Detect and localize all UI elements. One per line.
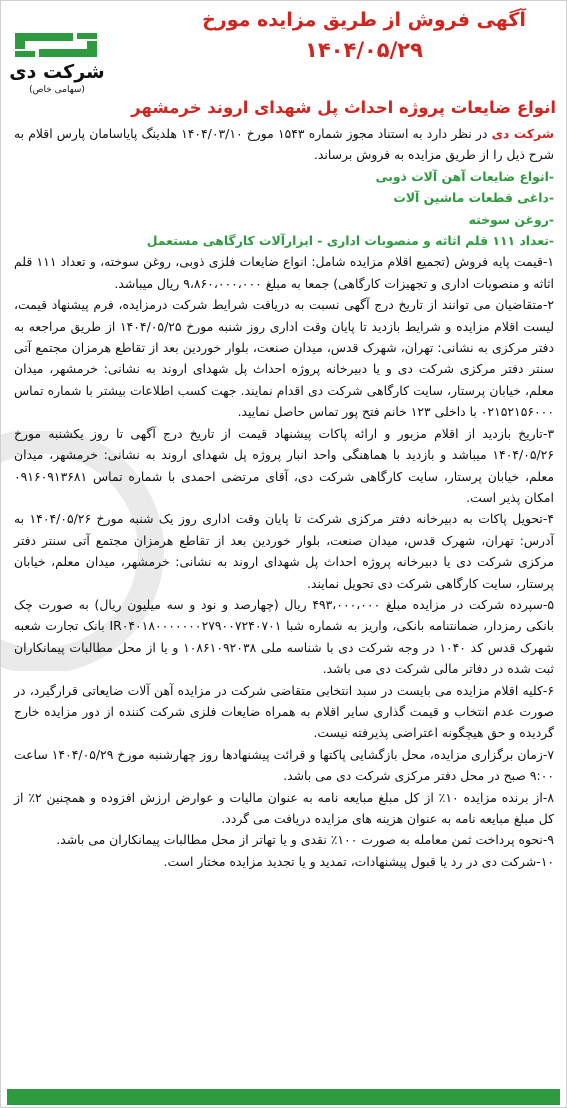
list-item: -داغی قطعات ماشین آلات (393, 190, 554, 206)
clause-4: ۴-تحویل پاکات به دبیرخانه دفتر مرکزی شرکت تا پایان وقت اداری روز یک شنبه مورخ ۱۴۰۴/۰۵/۲۶ به آدرس: تهران، شهرک قدس، میدان صنعت، بلوار خوردین بعد از تقاطع هرمزان مجتمع آتی سنتر دفتر مرکزی شرکت دی یا دبیرخانه پروژه احداث پل شهدای اروند به نشانی: خرمشهر، میدان معلم، خیابان پرستار، سایت کارگاهی شرکت دی تحویل نمایند. (14, 511, 555, 591)
company-logo-icon (13, 31, 99, 59)
intro-paragraph (14, 123, 554, 166)
company-name: شرکت دی (9, 61, 105, 83)
intro-text: در نظر دارد به استناد مجوز شماره ۱۵۴۳ مورخ ۱۴۰۴/۰۳/۱۰ هلدینگ پایاسامان پارس اقلام به شرح ذیل را از طریق مزایده به فروش برساند. (14, 126, 554, 163)
clause-8: ۸-از برنده مزایده ۱۰٪ از کل مبلغ مبایعه نامه به عنوان مالیات و عوارض ارزش افزوده و همچنین ۲٪ از کل مبلغ مبایعه نامه به عنوان هزینه های مزایده دریافت می گردد. (14, 789, 554, 826)
company-type: (سهامی خاص) (29, 85, 85, 95)
clause-1: ۱-قیمت پایه فروش (تجمیع اقلام مزایده شامل: انواع ضایعات فلزی ذوبی، روغن سوخته، و تعداد ۱۱۱ قلم اثاثه و منصوبات اداری و تجهیزات کارگاهی) جمعا به مبلغ ۹،۸۶۰،۰۰۰،۰۰۰ ریال میباشد. (14, 254, 554, 291)
auction-date: ۱۴۰۴/۰۵/۲۹ (305, 38, 423, 62)
clause-3: ۳-تاریخ بازدید از اقلام مزبور و ارائه پاکات پیشنهاد قیمت از تاریخ درج آگهی تا روز یکشنبه مورخ ۱۴۰۴/۰۵/۲۶ میباشد و بازدید با هماهنگی واحد انبار پروژه پل شهدای اروند به نشانی: خرمشهر، میدان معلم، خیابان پرستار، سایت کارگاهی شرکت دی، آقای مرتضی احمدی با شماره تماس ۰۹۱۶۰۹۱۳۶۸۱ امکان پذیر است. (14, 425, 554, 505)
clause-6: ۶-کلیه اقلام مزایده می بایست در سبد انتخابی متقاضی شرکت در مزایده آهن آلات ضایعاتی قرارگیرد، در صورت عدم انتخاب و قیمت گذاری سایر اقلام به همراه ضایعات فلزی شرکت کننده از دور مزایده خارج گردیده و حق هیچگونه اعتراضی پذیرفته نیست. (14, 682, 554, 741)
footer-bar (7, 1089, 560, 1105)
page-title: آگهی فروش از طریق مزایده مورخ (202, 9, 526, 31)
list-item: -روغن سوخته (468, 211, 554, 227)
title-block (174, 5, 554, 65)
clause-9: ۹-نحوه پرداخت ثمن معامله به صورت ۱۰۰٪ نقدی و یا تهاتر از محل مطالبات پیمانکاران می باشد. (56, 832, 554, 848)
clause-5: ۵-سپرده شرکت در مزایده مبلغ ۴۹۳،۰۰۰،۰۰۰ ریال (چهارصد و نود و سه میلیون ریال) به صورت چک بانکی رمزدار، ضمانتنامه بانکی، واریز به شماره شبا IR۰۴۰۱۸۰۰۰۰۰۰۰۲۷۹۰۰۷۲۴۰۷۰۱ بانک تجارت شعبه شهرک قدس کد ۱۰۴۰ در وجه شرکت دی با شناسه ملی ۱۰۸۶۱۰۹۲۰۳۸ و یا از محل مطالبات پیمانکاران ثبت شده در دفاتر مالی شرکت دی می باشد. (14, 596, 554, 677)
clause-2: ۲-متقاضیان می توانند از تاریخ درج آگهی نسبت به دریافت شرایط شرکت درمزایده، فرم پیشنهاد قیمت، لیست اقلام مزایده و شرایط بازدید تا پایان وقت اداری روز شنبه مورخ ۱۴۰۴/۰۵/۲۵ از طریق مراجعه به دفتر مرکزی به نشانی: تهران، شهرک قدس، میدان صنعت، بلوار خوردین بعد از تقاطع هرمزان مجتمع آتی سنتر دفتر مرکزی شرکت دی و یا دبیرخانه پروژه احداث پل شهدای اروند به نشانی: خرمشهر، میدان معلم، خیابان پرستار، سایت کارگاهی شرکت دی اقدام نمایند. جهت کسب اطلاعات بیشتر با شماره تماس ۰۲۱۵۲۱۵۶۰۰۰ با داخلی ۱۲۳ خانم فتح پور تماس حاصل نمایید. (14, 297, 554, 420)
subtitle: انواع ضایعات پروژه احداث پل شهدای اروند خرمشهر (131, 98, 556, 117)
company-logo (9, 31, 119, 101)
clause-10: ۱۰-شرکت دی در رد یا قبول پیشنهادات، تمدید و یا تجدید مزایده مختار است. (163, 853, 554, 869)
advertisement-body (14, 123, 554, 872)
header (7, 5, 562, 97)
list-item: -تعداد ۱۱۱ قلم اثاثه و منصوبات اداری - ابزارآلات کارگاهی مستعمل (146, 233, 554, 249)
intro-company: شرکت دی (491, 126, 554, 141)
clause-7: ۷-زمان برگزاری مزایده، محل بازگشایی پاکتها و قرائت پیشنهادها روز چهارشنبه مورخ ۱۴۰۴/۰۵/۲۹ ساعت ۹:۰۰ صبح در محل دفتر مرکزی شرکت دی می باشد. (14, 746, 554, 784)
list-item: -انواع ضایعات آهن آلات ذوبی (375, 168, 554, 184)
